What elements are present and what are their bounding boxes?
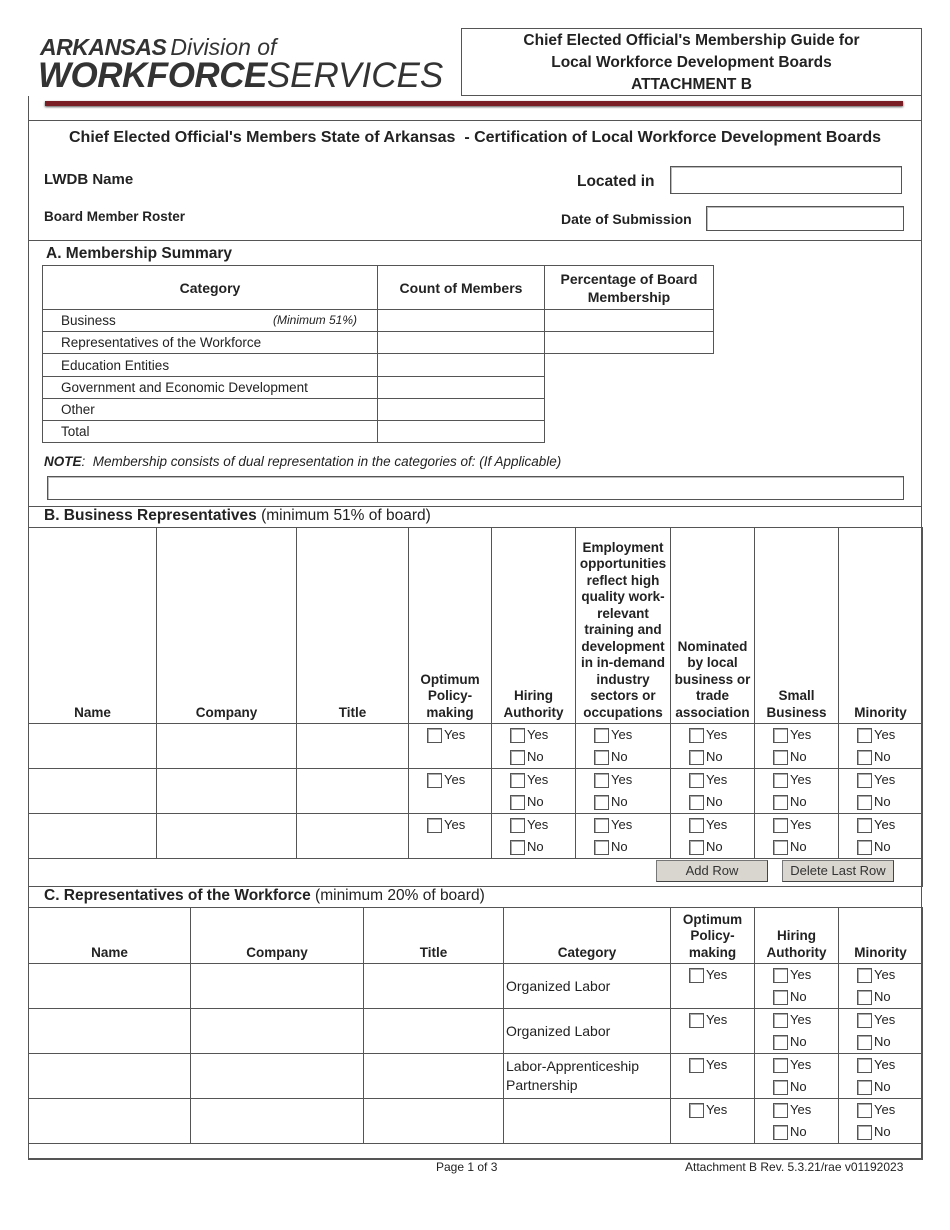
no-option[interactable] (492, 746, 575, 768)
policy-yes-checkbox[interactable] (689, 1013, 704, 1028)
summary-row-label: Other (43, 399, 378, 421)
yes-no-cell (755, 1009, 839, 1054)
no-checkbox[interactable] (857, 1080, 872, 1095)
yes-label: Yes (874, 1012, 896, 1027)
no-label: No (790, 794, 807, 809)
yes-checkbox[interactable] (773, 1103, 788, 1118)
yes-option[interactable] (755, 1099, 838, 1121)
no-checkbox[interactable] (857, 1125, 872, 1140)
yes-checkbox[interactable] (773, 818, 788, 833)
no-label: No (874, 794, 891, 809)
policy-yes-checkbox[interactable] (689, 1058, 704, 1073)
yes-option[interactable] (755, 1009, 838, 1031)
yes-option[interactable] (671, 814, 754, 836)
business-text-cell[interactable] (297, 814, 409, 859)
summary-count-input[interactable] (378, 310, 545, 332)
yes-option[interactable] (755, 1054, 838, 1076)
section-a-divider (28, 240, 922, 241)
no-option[interactable] (839, 986, 922, 1008)
policy-yes-checkbox[interactable] (427, 773, 442, 788)
logo-division: Division of (170, 34, 277, 60)
summary-count-input[interactable] (378, 332, 545, 354)
no-label: No (874, 1034, 891, 1049)
workforce-text-cell[interactable] (191, 1099, 364, 1144)
yes-checkbox[interactable] (857, 1058, 872, 1073)
no-label: No (874, 839, 891, 854)
no-checkbox[interactable] (689, 840, 704, 855)
no-option[interactable] (492, 836, 575, 858)
policy-making-cell (671, 964, 755, 1009)
logo (38, 34, 458, 96)
no-option[interactable] (492, 791, 575, 813)
yes-checkbox[interactable] (857, 1013, 872, 1028)
yes-no-cell (671, 724, 755, 769)
yes-checkbox[interactable] (594, 773, 609, 788)
workforce-text-cell[interactable] (29, 964, 191, 1009)
yes-checkbox[interactable] (857, 968, 872, 983)
yes-label: Yes (874, 967, 896, 982)
business-table-row (29, 724, 923, 769)
yes-no-cell (839, 724, 923, 769)
business-col-header: Employment opportunities reflect high quality work-relevant training and development in in-demand industry sectors or occupations (576, 528, 671, 724)
no-checkbox[interactable] (594, 750, 609, 765)
yes-no-cell (839, 814, 923, 859)
summary-table (42, 265, 714, 443)
business-col-header: Minority (839, 528, 923, 724)
yes-checkbox[interactable] (773, 968, 788, 983)
no-label: No (874, 1079, 891, 1094)
yes-checkbox[interactable] (510, 728, 525, 743)
yes-checkbox[interactable] (773, 773, 788, 788)
main-title: Chief Elected Official's Members State of Arkansas - Certification of Local Workforce Development Boards (68, 129, 881, 146)
yes-no-cell (492, 814, 576, 859)
policy-yes-checkbox[interactable] (427, 728, 442, 743)
summary-col-category: Category (43, 266, 378, 310)
yes-checkbox[interactable] (510, 773, 525, 788)
yes-checkbox[interactable] (773, 728, 788, 743)
no-option[interactable] (839, 746, 922, 768)
yes-checkbox[interactable] (773, 1013, 788, 1028)
yes-checkbox[interactable] (510, 818, 525, 833)
workforce-section-heading (44, 887, 485, 905)
policy-yes-option[interactable] (409, 769, 491, 791)
no-checkbox[interactable] (689, 750, 704, 765)
yes-label: Yes (790, 772, 812, 787)
business-text-cell[interactable] (29, 769, 157, 814)
yes-option[interactable] (492, 814, 575, 836)
workforce-spacer-row (29, 1144, 923, 1160)
yes-option[interactable] (492, 769, 575, 791)
no-checkbox[interactable] (773, 1080, 788, 1095)
yes-option[interactable] (576, 814, 670, 836)
yes-no-cell (671, 814, 755, 859)
summary-row-label: Total (43, 421, 378, 443)
workforce-title: C. Representatives of the Workforce (44, 887, 311, 904)
no-option[interactable] (755, 746, 838, 768)
yes-no-cell (839, 1054, 923, 1099)
header-box (461, 28, 922, 96)
no-label: No (706, 794, 723, 809)
no-label: No (611, 749, 628, 764)
policy-making-cell (671, 1054, 755, 1099)
policy-yes-option[interactable] (671, 1099, 754, 1121)
no-option[interactable] (839, 1121, 922, 1143)
no-option[interactable] (839, 1076, 922, 1098)
policy-yes-label: Yes (706, 967, 728, 982)
yes-option[interactable] (576, 724, 670, 746)
no-label: No (790, 1034, 807, 1049)
yes-no-cell (755, 814, 839, 859)
yes-option[interactable] (755, 814, 838, 836)
no-checkbox[interactable] (857, 750, 872, 765)
policy-yes-checkbox[interactable] (427, 818, 442, 833)
policy-yes-option[interactable] (671, 964, 754, 986)
policy-yes-option[interactable] (671, 1009, 754, 1031)
business-col-header: Small Business (755, 528, 839, 724)
yes-checkbox[interactable] (857, 773, 872, 788)
workforce-text-cell[interactable] (364, 1099, 504, 1144)
summary-title: A. Membership Summary (46, 245, 233, 262)
summary-row (43, 310, 378, 332)
workforce-text-cell[interactable] (191, 1054, 364, 1099)
no-option[interactable] (755, 986, 838, 1008)
yes-label: Yes (527, 817, 549, 832)
policy-yes-option[interactable] (409, 724, 491, 746)
business-text-cell[interactable] (297, 769, 409, 814)
yes-label: Yes (706, 727, 728, 742)
business-text-cell[interactable] (157, 814, 297, 859)
business-col-header: Hiring Authority (492, 528, 576, 724)
no-option[interactable] (576, 746, 670, 768)
no-option[interactable] (839, 1031, 922, 1053)
header-line3: ATTACHMENT B (631, 76, 752, 93)
summary-percentage-input[interactable] (545, 310, 714, 332)
policy-making-cell (409, 769, 492, 814)
date-submission-label: Date of Submission (561, 211, 692, 227)
yes-no-cell (839, 1099, 923, 1144)
business-text-cell[interactable] (29, 724, 157, 769)
yes-label: Yes (874, 772, 896, 787)
policy-making-cell (671, 1009, 755, 1054)
yes-no-cell (839, 769, 923, 814)
workforce-table-row (29, 1099, 923, 1144)
no-checkbox[interactable] (689, 795, 704, 810)
header-rule (45, 101, 903, 106)
board-roster-label: Board Member Roster (44, 209, 186, 224)
workforce-col-header: Title (364, 908, 504, 964)
business-table-row (29, 814, 923, 859)
located-in-input[interactable] (670, 166, 902, 194)
policy-yes-option[interactable] (671, 1054, 754, 1076)
no-checkbox[interactable] (594, 795, 609, 810)
policy-yes-label: Yes (444, 817, 466, 832)
yes-label: Yes (790, 727, 812, 742)
workforce-col-header: Name (29, 908, 191, 964)
no-checkbox[interactable] (594, 840, 609, 855)
no-label: No (874, 749, 891, 764)
yes-option[interactable] (755, 964, 838, 986)
no-checkbox[interactable] (510, 750, 525, 765)
business-col-header: Name (29, 528, 157, 724)
workforce-col-header: Minority (839, 908, 923, 964)
yes-label: Yes (611, 817, 633, 832)
yes-no-cell (492, 724, 576, 769)
yes-label: Yes (874, 1102, 896, 1117)
no-label: No (874, 989, 891, 1004)
workforce-category-cell (504, 1099, 671, 1144)
yes-label: Yes (874, 727, 896, 742)
no-checkbox[interactable] (773, 1125, 788, 1140)
summary-count-input[interactable] (378, 399, 545, 421)
yes-checkbox[interactable] (773, 1058, 788, 1073)
no-option[interactable] (671, 746, 754, 768)
yes-option[interactable] (839, 724, 922, 746)
business-col-header: Title (297, 528, 409, 724)
no-option[interactable] (755, 1076, 838, 1098)
workforce-text-cell[interactable] (29, 1054, 191, 1099)
business-text-cell[interactable] (297, 724, 409, 769)
business-col-header: Optimum Policy-making (409, 528, 492, 724)
no-checkbox[interactable] (773, 990, 788, 1005)
summary-count-input[interactable] (378, 377, 545, 399)
delete-last-row-button[interactable]: Delete Last Row (782, 860, 894, 882)
yes-label: Yes (706, 772, 728, 787)
yes-label: Yes (790, 817, 812, 832)
no-checkbox[interactable] (857, 795, 872, 810)
policy-yes-option[interactable] (409, 814, 491, 836)
workforce-category-cell: Organized Labor (504, 1009, 671, 1054)
yes-label: Yes (790, 1102, 812, 1117)
workforce-table-row (29, 1054, 923, 1099)
yes-option[interactable] (839, 769, 922, 791)
policy-making-cell (671, 1099, 755, 1144)
yes-label: Yes (874, 817, 896, 832)
title-divider (28, 120, 922, 121)
summary-row-label: Education Entities (43, 354, 378, 377)
footer-revision: Attachment B Rev. 5.3.21/rae v01192023 (685, 1160, 904, 1174)
no-option[interactable] (839, 791, 922, 813)
logo-arkansas: ARKANSAS (40, 34, 167, 60)
summary-col-count: Count of Members (378, 266, 545, 310)
dual-representation-input[interactable] (47, 476, 904, 500)
yes-option[interactable] (671, 769, 754, 791)
workforce-text-cell[interactable] (191, 1009, 364, 1054)
no-label: No (790, 1079, 807, 1094)
yes-no-cell (755, 724, 839, 769)
yes-label: Yes (611, 727, 633, 742)
no-option[interactable] (755, 791, 838, 813)
yes-label: Yes (790, 1012, 812, 1027)
business-minimum-note: (Minimum 51%) (272, 313, 357, 327)
yes-label: Yes (527, 727, 549, 742)
workforce-col-header: Hiring Authority (755, 908, 839, 964)
yes-no-cell (576, 724, 671, 769)
no-label: No (527, 839, 544, 854)
yes-checkbox[interactable] (689, 728, 704, 743)
business-text-cell[interactable] (157, 769, 297, 814)
yes-no-cell (839, 964, 923, 1009)
summary-row-label: Representatives of the Workforce (43, 332, 378, 354)
no-label: No (790, 839, 807, 854)
business-table (28, 527, 923, 887)
business-table-row (29, 769, 923, 814)
yes-no-cell (576, 814, 671, 859)
yes-checkbox[interactable] (689, 773, 704, 788)
policy-yes-label: Yes (444, 772, 466, 787)
header-line2: Local Workforce Development Boards (551, 54, 832, 71)
header-line1: Chief Elected Official's Membership Guide for (523, 32, 860, 49)
workforce-text-cell[interactable] (29, 1009, 191, 1054)
workforce-col-header: Optimum Policy-making (671, 908, 755, 964)
business-section-heading (44, 507, 431, 525)
yes-no-cell (755, 769, 839, 814)
workforce-col-header: Category (504, 908, 671, 964)
no-label: No (527, 749, 544, 764)
yes-no-cell (755, 1099, 839, 1144)
yes-label: Yes (790, 967, 812, 982)
yes-checkbox[interactable] (594, 818, 609, 833)
yes-no-cell (755, 964, 839, 1009)
no-option[interactable] (755, 1031, 838, 1053)
no-label: No (527, 794, 544, 809)
business-col-header: Nominated by local business or trade association (671, 528, 755, 724)
workforce-text-cell[interactable] (364, 964, 504, 1009)
no-option[interactable] (755, 1121, 838, 1143)
summary-col-percentage: Percentage of Board Membership (545, 266, 714, 310)
business-col-header: Company (157, 528, 297, 724)
workforce-text-cell[interactable] (364, 1054, 504, 1099)
yes-option[interactable] (755, 724, 838, 746)
workforce-text-cell[interactable] (364, 1009, 504, 1054)
yes-no-cell (671, 769, 755, 814)
yes-checkbox[interactable] (857, 818, 872, 833)
no-option[interactable] (576, 836, 670, 858)
business-text-cell[interactable] (157, 724, 297, 769)
policy-yes-label: Yes (706, 1057, 728, 1072)
no-label: No (874, 1124, 891, 1139)
no-label: No (790, 749, 807, 764)
business-title: B. Business Representatives (44, 507, 257, 524)
note-label: NOTE (44, 454, 82, 469)
yes-checkbox[interactable] (857, 1103, 872, 1118)
workforce-table-row (29, 1009, 923, 1054)
summary-row-label: Business (61, 313, 116, 328)
yes-option[interactable] (839, 1009, 922, 1031)
business-subtitle: (minimum 51% of board) (261, 507, 431, 524)
no-label: No (790, 1124, 807, 1139)
yes-label: Yes (611, 772, 633, 787)
no-label: No (706, 749, 723, 764)
yes-label: Yes (790, 1057, 812, 1072)
located-in-label: Located in (577, 173, 655, 190)
policy-making-cell (409, 814, 492, 859)
yes-checkbox[interactable] (594, 728, 609, 743)
workforce-subtitle: (minimum 20% of board) (315, 887, 485, 904)
no-option[interactable] (671, 836, 754, 858)
no-option[interactable] (576, 791, 670, 813)
yes-option[interactable] (492, 724, 575, 746)
policy-yes-checkbox[interactable] (689, 1103, 704, 1118)
summary-count-input[interactable] (378, 421, 545, 443)
policy-yes-label: Yes (444, 727, 466, 742)
footer-page: Page 1 of 3 (436, 1160, 498, 1174)
summary-percentage-input[interactable] (545, 332, 714, 354)
no-label: No (790, 989, 807, 1004)
yes-label: Yes (874, 1057, 896, 1072)
summary-row-label: Government and Economic Development (43, 377, 378, 399)
no-checkbox[interactable] (857, 1035, 872, 1050)
policy-making-cell (409, 724, 492, 769)
no-checkbox[interactable] (773, 1035, 788, 1050)
date-submission-input[interactable] (706, 206, 904, 231)
policy-yes-label: Yes (706, 1012, 728, 1027)
yes-label: Yes (706, 817, 728, 832)
yes-no-cell (576, 769, 671, 814)
lwdb-name-label: LWDB Name (44, 171, 134, 188)
no-checkbox[interactable] (773, 795, 788, 810)
no-checkbox[interactable] (773, 750, 788, 765)
no-checkbox[interactable] (857, 840, 872, 855)
yes-checkbox[interactable] (689, 818, 704, 833)
yes-no-cell (839, 1009, 923, 1054)
yes-option[interactable] (839, 814, 922, 836)
workforce-table (28, 907, 923, 1160)
no-checkbox[interactable] (773, 840, 788, 855)
logo-services: SERVICES (266, 56, 444, 95)
yes-option[interactable] (839, 964, 922, 986)
yes-checkbox[interactable] (857, 728, 872, 743)
policy-yes-label: Yes (706, 1102, 728, 1117)
yes-no-cell (492, 769, 576, 814)
workforce-text-cell[interactable] (29, 1099, 191, 1144)
workforce-category-cell: Organized Labor (504, 964, 671, 1009)
workforce-col-header: Company (191, 908, 364, 964)
no-label: No (706, 839, 723, 854)
yes-option[interactable] (839, 1054, 922, 1076)
yes-no-cell (755, 1054, 839, 1099)
policy-yes-checkbox[interactable] (689, 968, 704, 983)
no-option[interactable] (671, 791, 754, 813)
workforce-table-row (29, 964, 923, 1009)
logo-workforce: WORKFORCE (38, 56, 267, 95)
no-checkbox[interactable] (510, 795, 525, 810)
summary-note (44, 454, 561, 469)
workforce-category-cell: Labor-Apprenticeship Partnership (504, 1054, 671, 1099)
no-label: No (611, 794, 628, 809)
no-option[interactable] (839, 836, 922, 858)
add-row-button[interactable]: Add Row (656, 860, 768, 882)
no-checkbox[interactable] (510, 840, 525, 855)
no-checkbox[interactable] (857, 990, 872, 1005)
business-text-cell[interactable] (29, 814, 157, 859)
note-text: : Membership consists of dual representation in the categories of: (If Applicable) (81, 454, 562, 469)
yes-option[interactable] (755, 769, 838, 791)
yes-option[interactable] (839, 1099, 922, 1121)
yes-option[interactable] (671, 724, 754, 746)
workforce-text-cell[interactable] (191, 964, 364, 1009)
yes-label: Yes (527, 772, 549, 787)
no-label: No (611, 839, 628, 854)
no-option[interactable] (755, 836, 838, 858)
yes-option[interactable] (576, 769, 670, 791)
summary-count-input[interactable] (378, 354, 545, 377)
